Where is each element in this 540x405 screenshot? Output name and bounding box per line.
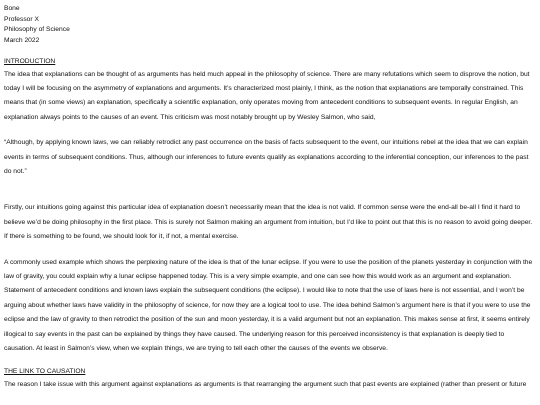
salmon-quote: “Although, by applying known laws, we can reliably retrodict any past occurrence on the basis of facts subsequent to the event, our intuitions rebel at the idea that we can explain events in terms of subsequent conditions. Thus, although our inferences to future events qualify as explanations according to the inferential conception, our inferences to the past do not.”	[4, 139, 529, 175]
instructor-name: Professor X	[4, 15, 39, 23]
intro-paragraph: The idea that explanations can be thought of as arguments has held much appeal in the philosophy of science. There are many refutations which seem to disprove the notion, but today I will be focusing on the asymmetry of explanations and arguments. It’s characterized most plainly, I think, as the notion that explanations are temporally constrained. This means that (in some views) an explanation, specifically a scientific explanation, only operates moving from antecedent conditions to subsequent events. In regular English, an explanation always points to the causes of an event. This criticism was most notably brought up by Wesley Salmon, who said,	[4, 70, 530, 121]
author-name: Bone	[4, 5, 20, 12]
eclipse-paragraph: A commonly used example which shows the perplexing nature of the idea is that of the lunar eclipse. If you were to use the position of the planets yesterday in conjunction with the law of gravity, you could explain why a lunar eclipse happened today. This is a very simple example, and one can see how this would work as an argument and explanation. Statement of antecedent conditions and known laws explain the subsequent conditions (the eclipse). I would like to note that the use of laws here is not essential, and I won’t be arguing about whether laws have validity in the philosophy of science, for now they are a logical tool to use. The idea behind Salmon’s argument here is that if you were to use the eclipse and the law of gravity to then retrodict the position of the sun and moon yesterday, it is a valid argument but not an explanation. This makes sense at first, it seems entirely illogical to say events in the past can be explained by things they have caused. The underlying reason for this perceived inconsistency is that explanation is deeply tied to causation. At least in Salmon’s view, when we explain things, we are trying to tell each other the causes of the events we observe.	[4, 258, 533, 352]
link-to-causation-heading: THE LINK TO CAUSATION	[4, 368, 86, 376]
course-name: Philosophy of Science	[4, 26, 70, 33]
intuition-paragraph: Firstly, our intuitions going against this particular idea of explanation doesn’t necessarily mean that the idea is not valid. If common sense were the end-all be-all I find it hard to believe we’d be doing philosophy in the first place. This is surely not Salmon making an argument from intuition, but I’d like to point out that this is no reason to avoid going deeper. If there is something to be found, we should look for it, if not, a mental exercise.	[4, 204, 533, 241]
date: March 2022	[4, 36, 40, 44]
causation-paragraph: The reason I take issue with this argument against explanations as arguments is that rearranging the argument such that past events are explained (rather than present or future	[4, 380, 527, 388]
introduction-heading: INTRODUCTION	[4, 58, 56, 65]
